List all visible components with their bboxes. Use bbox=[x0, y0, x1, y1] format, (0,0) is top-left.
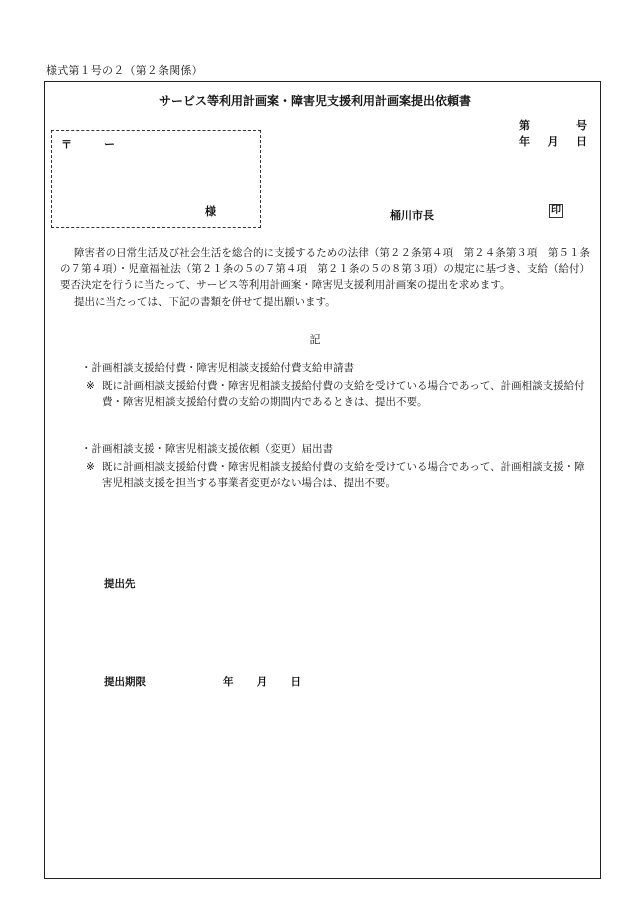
deadline-year: 年 bbox=[223, 676, 234, 688]
deadline-day: 日 bbox=[290, 676, 301, 688]
list-item-note bbox=[86, 459, 592, 491]
document-date-year: 年 bbox=[519, 135, 530, 148]
attachments-paragraph: 提出に当たっては、下記の書類を併せて提出願います。 bbox=[74, 296, 336, 308]
postal-mark: 〒 bbox=[61, 138, 72, 151]
main-paragraph: 障害者の日常生活及び社会生活を総合的に支援するための法律（第２２条第４項 第２４条第３項 第５１条の７第４項）・児童福祉法（第２１条の５の７第４項 第２１条の５の８第３項）の規定に基づき、支給（給付）要否決定を行うに当たって、サービス等利用計画案・障害児支援利用計画案の提出を求めます。 bbox=[60, 247, 590, 291]
document-date bbox=[519, 133, 587, 149]
document-number-prefix: 第 bbox=[519, 119, 530, 132]
submission-deadline-date bbox=[223, 674, 301, 689]
document-number-suffix: 号 bbox=[576, 119, 587, 132]
issuer-name: 桶川市長 bbox=[390, 209, 434, 222]
recipient-honorific: 様 bbox=[205, 205, 216, 218]
document-number bbox=[519, 117, 587, 133]
submission-destination-label: 提出先 bbox=[104, 578, 136, 590]
ki-heading: 記 bbox=[309, 333, 321, 346]
submission-deadline-label: 提出期限 bbox=[104, 676, 146, 688]
note-text: 既に計画相談支援給付費・障害児相談支援給付費の支給を受けている場合であって、計画相談支援給付費・障害児相談支援給付費の支給の期間内であるときは、提出不要。 bbox=[102, 380, 585, 408]
seal-stamp: 印 bbox=[551, 205, 561, 216]
postal-code-dash: ー bbox=[104, 138, 115, 151]
document-date-month: 月 bbox=[547, 135, 559, 148]
document-title: サービス等利用計画案・障害児支援利用計画案提出依頼書 bbox=[158, 94, 471, 108]
recipient-address-box bbox=[51, 130, 261, 228]
note-mark: ※ bbox=[86, 380, 95, 392]
note-mark: ※ bbox=[86, 461, 95, 473]
document-date-day: 日 bbox=[576, 135, 587, 148]
list-item-title: ・計画相談支援給付費・障害児相談支援給付費支給申請書 bbox=[81, 362, 354, 374]
note-text: 既に計画相談支援給付費・障害児相談支援給付費の支給を受けている場合であって、計画相談支援・障害児相談支援を担当する事業者変更がない場合は、提出不要。 bbox=[102, 461, 585, 489]
deadline-month: 月 bbox=[256, 676, 268, 688]
list-item-note bbox=[86, 378, 592, 410]
form-number: 様式第１号の２（第２条関係） bbox=[46, 64, 203, 77]
list-item-title: ・計画相談支援・障害児相談支援依頼（変更）届出書 bbox=[81, 443, 333, 455]
